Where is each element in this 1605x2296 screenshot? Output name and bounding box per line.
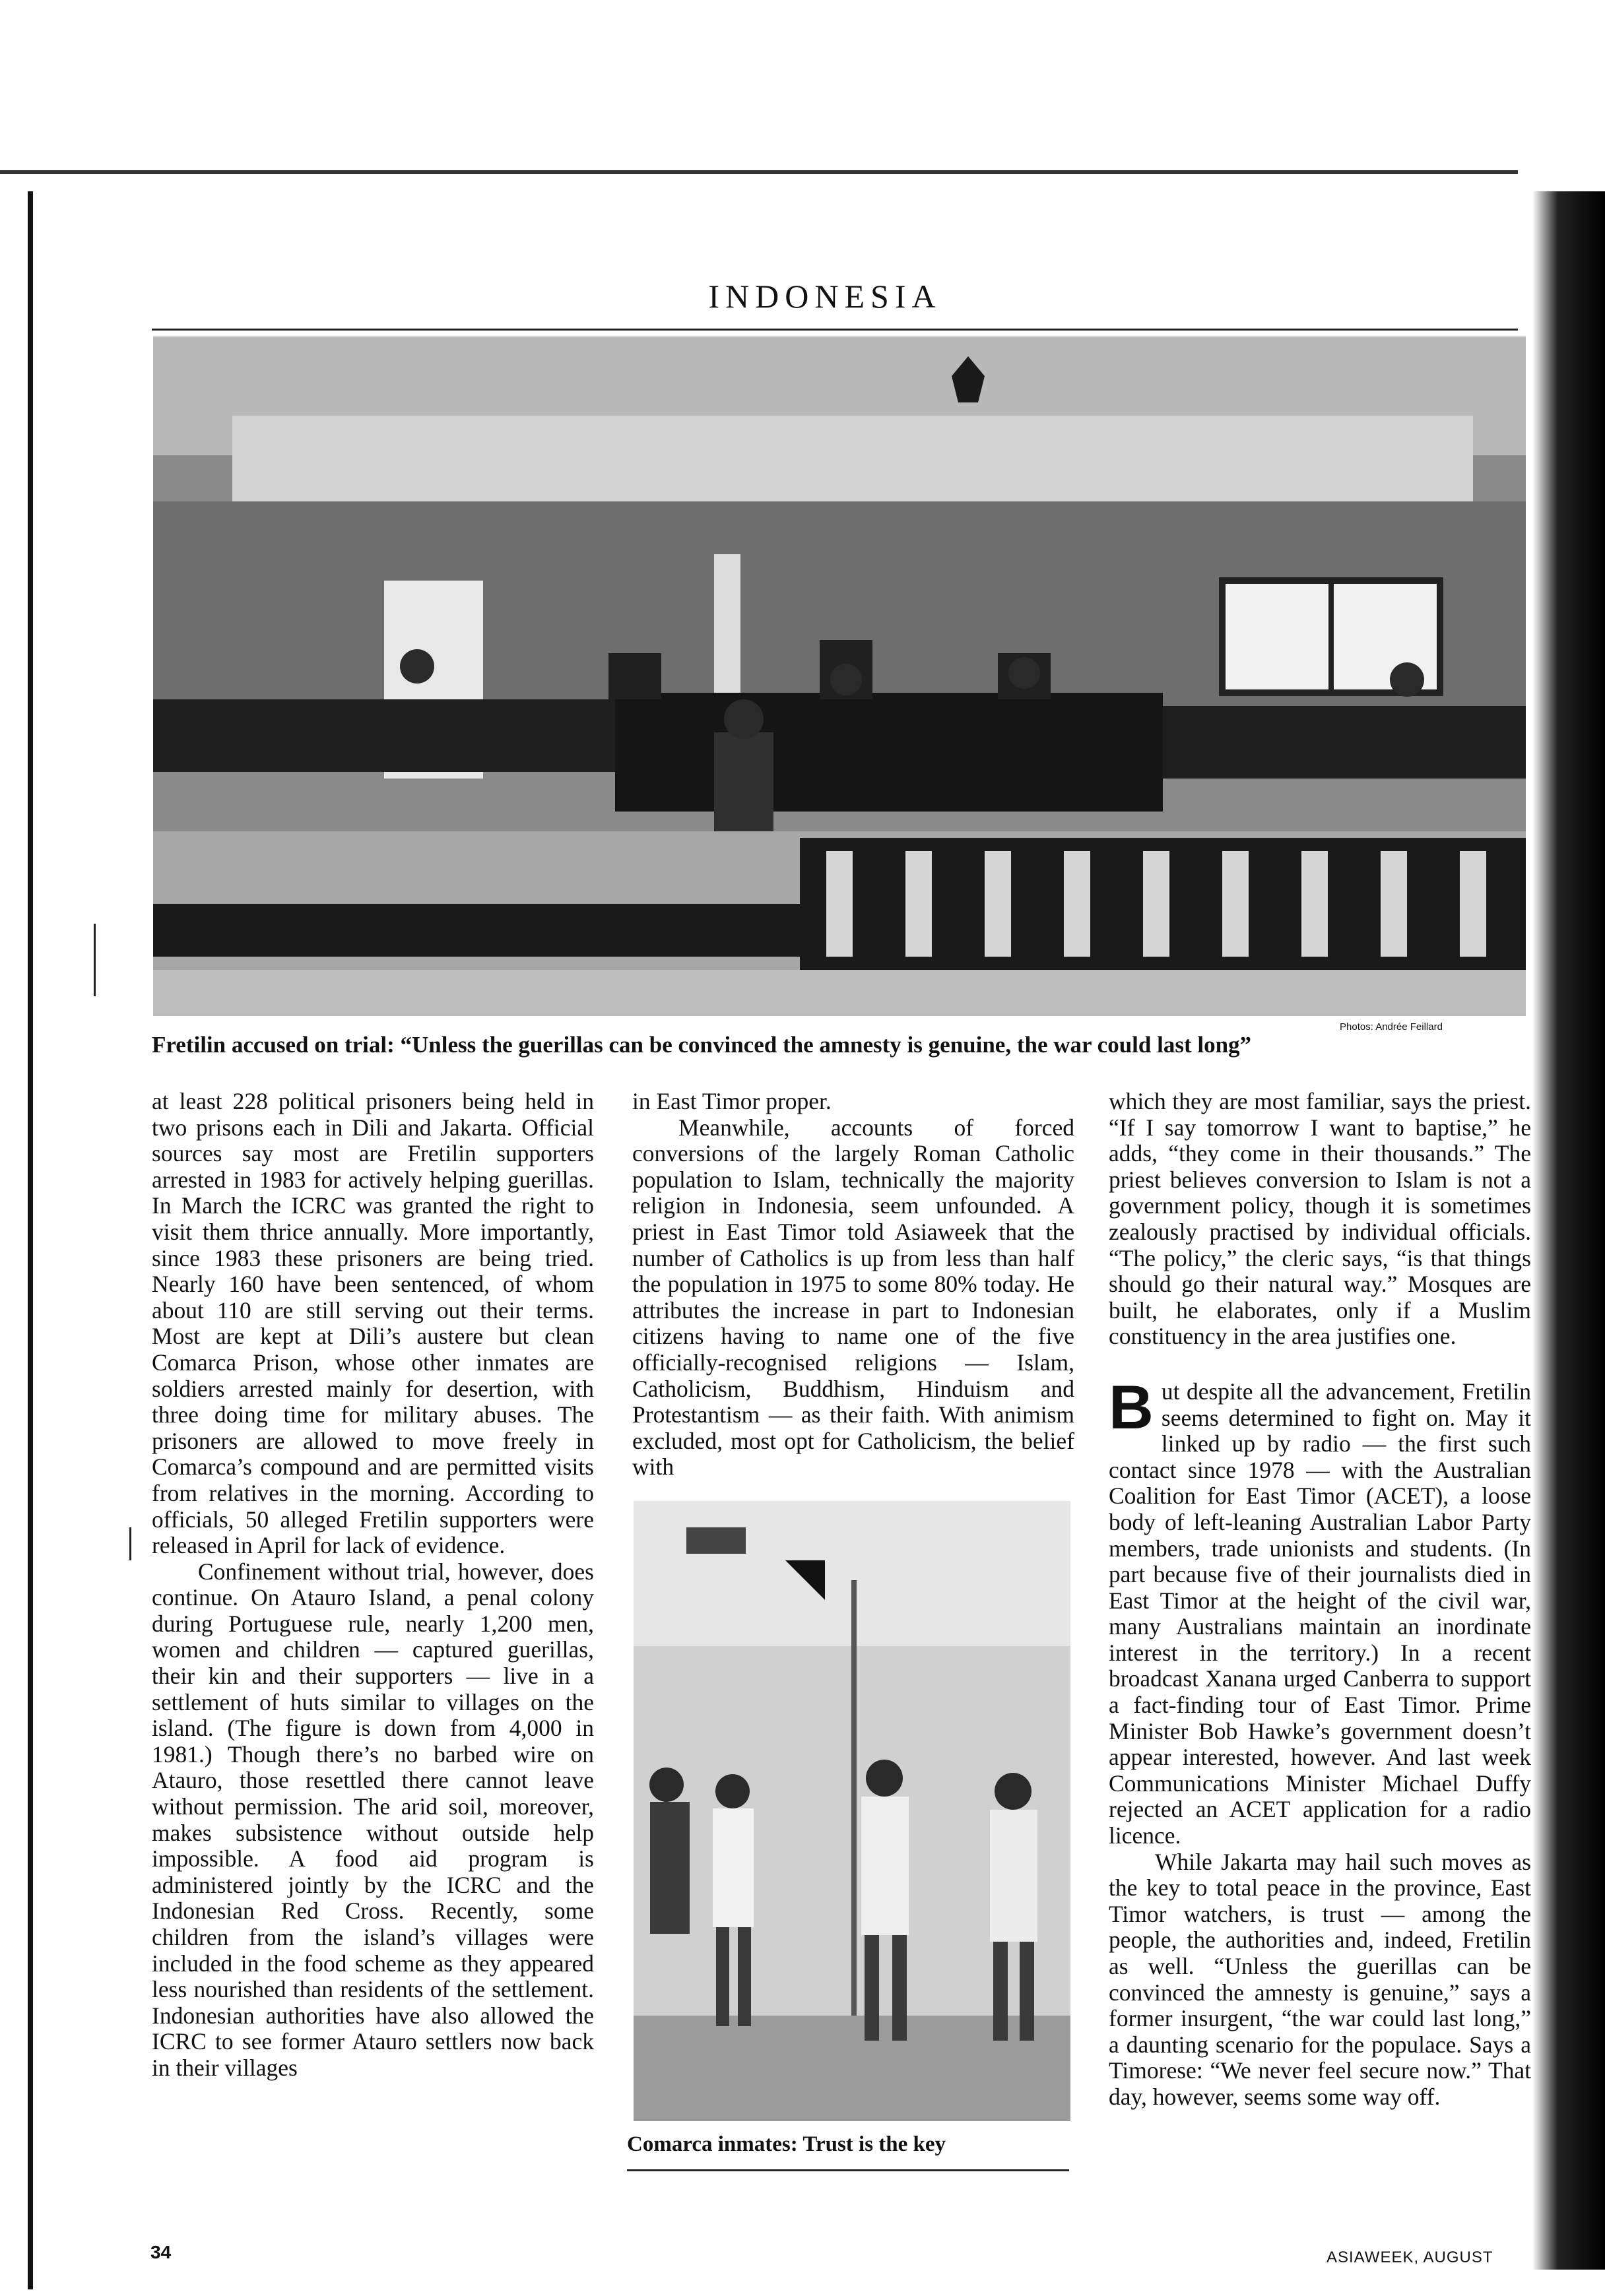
magazine-footer: ASIAWEEK, AUGUST: [1327, 2248, 1493, 2266]
paragraph: at least 228 political prisoners being held in two prisons each in Dili and Jakarta. Official sources say most are Fretilin supporters arrested in 1983 for actively helping guerillas. In March the ICRC was granted the right to visit them thrice annually. More importantly, since 1983 these prisoners are being tried. Nearly 160 have been sentenced, of whom about 110 are still serving out their terms. Most are kept at Dili’s austere but clean Comarca Prison, whose other inmates are soldiers arrested mainly for desertion, with three doing time for military abuses. The prisoners are allowed to move freely in Comarca’s compound and are permitted visits from relatives in the morning. According to officials, 50 alleged Fretilin supporters were released in April for lack of evidence.: [152, 1088, 594, 1559]
article-column-1: [152, 1089, 594, 2082]
scan-dark-edge: [1532, 191, 1605, 2270]
scan-artifact-line: [0, 170, 1518, 174]
article-column-2: [632, 1089, 1074, 1481]
caption-rule: [627, 2169, 1069, 2171]
scan-page-edge: [28, 191, 33, 2289]
paragraph-text: ut despite all the advancement, Fretilin seems determined to fight on. May it linked up by radio — the first such contact since 1978 — with the Australian Coalition for East Timor (ACET), a loose body of left-leaning Australian Labor Party members, trade unionists and students. (In part because five of their journalists died in East Timor at the height of the civil war, many Australians maintain an inordinate interest in the territory.) In a recent broadcast Xanana urged Canberra to support a fact-finding tour of East Timor. Prime Minister Bob Hawke’s government doesn’t appear interested, however. And last week Communications Minister Michael Duffy rejected an ACET application for a radio licence.: [1109, 1378, 1531, 1849]
margin-pen-mark: [129, 1527, 131, 1560]
drop-cap: B: [1109, 1372, 1154, 1442]
page-number: 34: [150, 2242, 172, 2262]
paragraph: Confinement without trial, however, does continue. On Atauro Island, a penal colony during Portuguese rule, nearly 1,200 men, women and children — captured guerillas, their kin and their supporters — live in a settlement of huts similar to villages on the island. (The figure is down from 4,000 in 1981.) Though there’s no barbed wire on Atauro, those resettled there cannot leave without permission. The arid soil, moreover, makes subsistence without outside help impossible. A food aid program is administered jointly by the ICRC and the Indonesian Red Cross. Recently, some children from the island’s villages were included in the food scheme as they appeared less nourished than residents of the settlement. Indonesian authorities have also allowed the ICRC to see former Atauro settlers now back in their villages: [152, 1558, 594, 2081]
inset-photo-caption: Comarca inmates: Trust is the key: [627, 2132, 946, 2156]
paragraph: in East Timor proper.: [632, 1088, 832, 1114]
photo-credit: Photos: Andrée Feillard: [1340, 1021, 1443, 1033]
paragraph: which they are most familiar, says the priest. “If I say tomorrow I want to baptise,” he adds, “they come in their thousands.” The priest believes conversion to Islam is not a government policy, though it is sometimes zealously practised by individual officials. “The policy,” the cleric says, “is that things should go their natural way.” Mosques are built, he elaborates, only if a Muslim constituency in the area justifies one.: [1109, 1088, 1531, 1350]
article-column-3: [1109, 1089, 1531, 2111]
title-rule: [152, 329, 1518, 331]
paragraph: Meanwhile, accounts of forced conversions of the largely Roman Catholic population to Islam, technically the majority religion in Indonesia, seem unfounded. A priest in East Timor told Asiaweek that the number of Catholics is up from less than half the population in 1975 to some 80% today. He attributes the increase in part to Indonesian citizens having to name one of the five officially-recognised religions — Islam, Catholicism, Buddhism, Hinduism and Protestantism — as their faith. With animism excluded, most opt for Catholicism, the belief with: [632, 1114, 1074, 1481]
paragraph: While Jakarta may hail such moves as the key to total peace in the province, East Timor watchers, is trust — among the people, the authorities and, indeed, Fretilin as well. “Unless the guerillas can be convinced the amnesty is genuine,” says a former insurgent, “the war could last long,” a daunting scenario for the populace. Says a Timorese: “We never feel secure now.” That day, however, seems some way off.: [1109, 1848, 1531, 2110]
paragraph-with-dropcap: [1109, 1372, 1531, 1849]
main-photo-caption: Fretilin accused on trial: “Unless the guerillas can be convinced the amnesty is genuine, the war could last long”: [152, 1032, 1252, 1058]
section-title: INDONESIA: [708, 278, 942, 315]
inset-photo-inmates: [634, 1501, 1070, 2121]
margin-pen-mark: [94, 924, 96, 996]
main-photo-courtroom: [153, 336, 1526, 1016]
